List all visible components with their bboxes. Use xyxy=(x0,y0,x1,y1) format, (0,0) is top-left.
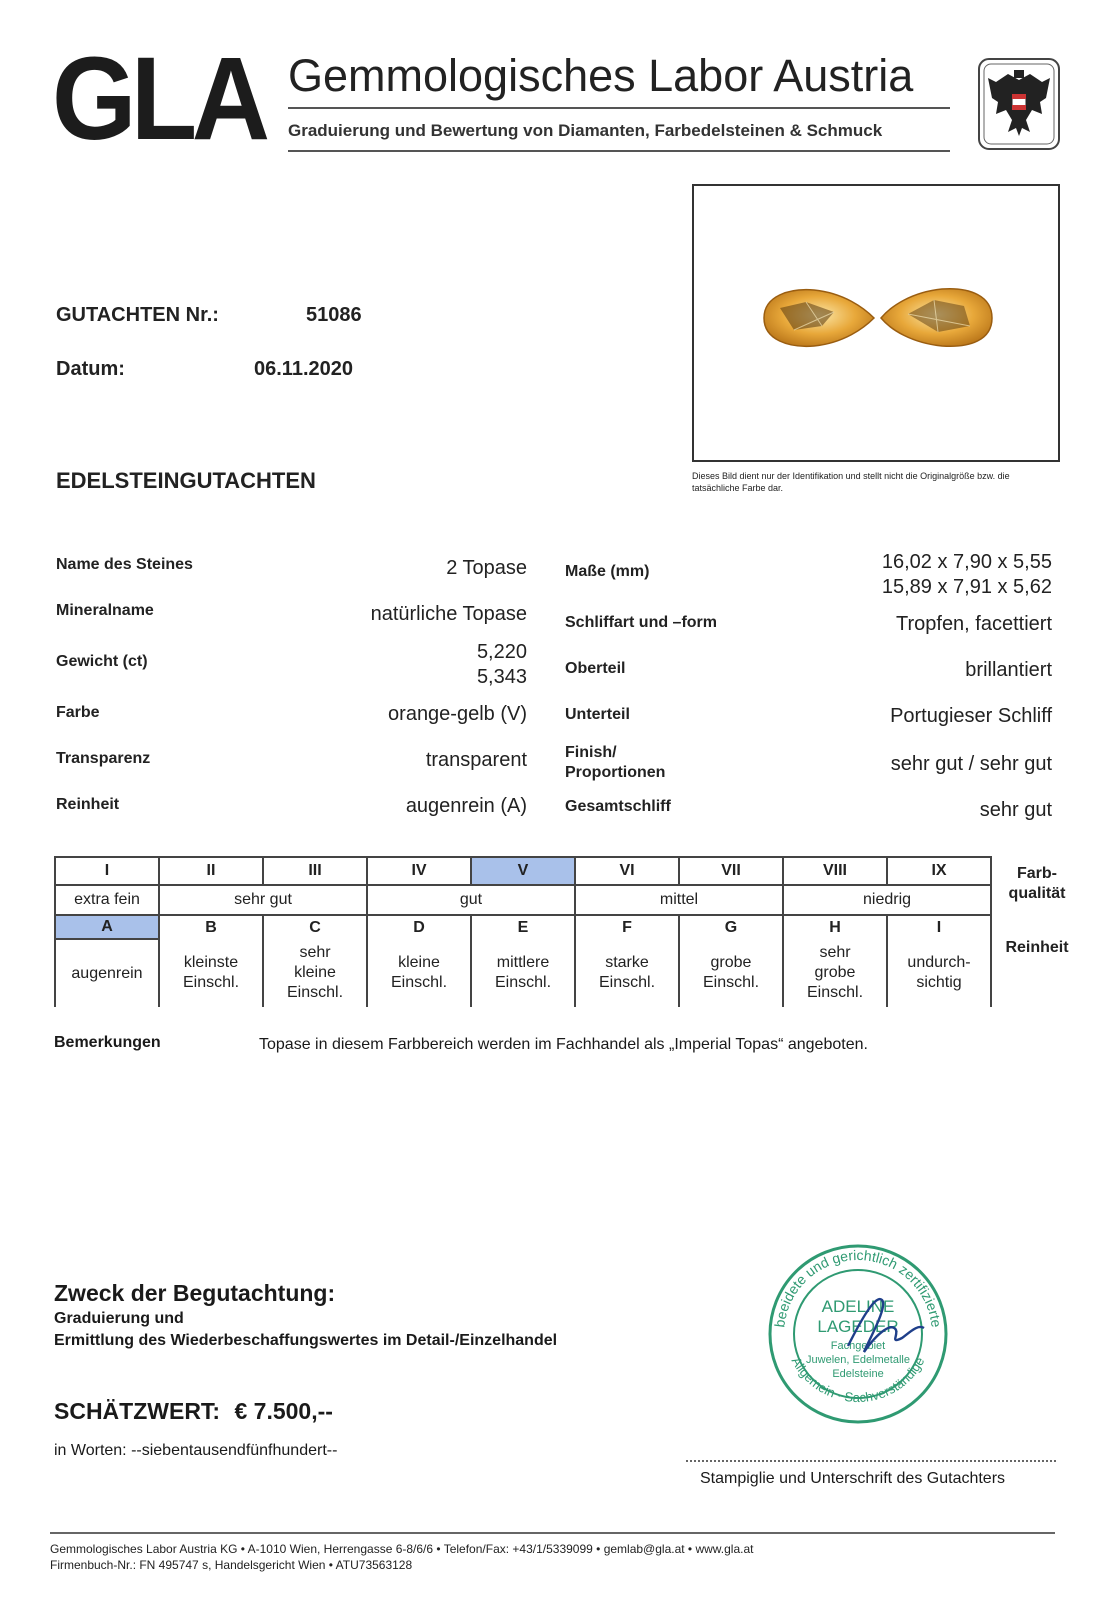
valuation-amount: € 7.500,-- xyxy=(234,1398,333,1424)
date-label: Datum: xyxy=(56,358,125,380)
clarity-label: Reinheit xyxy=(1005,939,1069,956)
purpose-line: Ermittlung des Wiederbeschaffungswertes im Detail-/Einzelhandel xyxy=(54,1332,558,1349)
property-label: Name des Steines xyxy=(56,556,193,573)
property-label: Mineralname xyxy=(56,602,154,619)
property-label: Schliffart und –form xyxy=(565,614,718,631)
clarity-grade-cell-selected: A xyxy=(55,915,159,939)
stamp-name-line1: ADELINE xyxy=(821,1297,895,1316)
clarity-grade-cell: H xyxy=(783,915,887,939)
property-value: Portugieser Schliff xyxy=(890,705,1052,727)
property-value: transparent xyxy=(425,749,527,771)
certificate-date: 06.11.2020 xyxy=(254,358,353,380)
color-group-row xyxy=(55,885,991,915)
property-label: Oberteil xyxy=(565,660,626,677)
property-value: orange-gelb (V) xyxy=(388,703,527,725)
color-grade-cell: IV xyxy=(367,857,471,885)
signature-line xyxy=(686,1460,1056,1462)
color-grade-cell: I xyxy=(55,857,159,885)
certificate-number: 51086 xyxy=(306,304,362,326)
property-value: 5,343 xyxy=(476,666,527,688)
color-grade-cell: VIII xyxy=(783,857,887,885)
color-group-cell: sehr gut xyxy=(159,885,367,915)
header-divider xyxy=(288,107,950,109)
property-label: Gesamtschliff xyxy=(565,798,671,815)
clarity-description-cell: kleine Einschl. xyxy=(367,939,471,1007)
austrian-eagle-seal-icon xyxy=(978,58,1060,150)
clarity-description-cell: mittlere Einschl. xyxy=(471,939,575,1007)
color-group-cell: niedrig xyxy=(783,885,991,915)
clarity-description-cell: sehr kleine Einschl. xyxy=(263,939,367,1007)
property-value: Tropfen, facettiert xyxy=(896,613,1052,635)
property-value: 2 Topase xyxy=(446,557,527,579)
certificate-number-label: GUTACHTEN Nr.: xyxy=(56,304,219,326)
footer-registry: Firmenbuch-Nr.: FN 495747 s, Handelsgericht Wien • ATU73563128 xyxy=(50,1558,413,1572)
stamp-line5: Edelsteine xyxy=(832,1368,884,1380)
property-label: Farbe xyxy=(56,704,100,721)
property-value: brillantiert xyxy=(965,659,1052,681)
lab-name: Gemmologisches Labor Austria xyxy=(288,50,914,101)
stamp-line4: Juwelen, Edelmetalle xyxy=(806,1354,910,1366)
property-value: augenrein (A) xyxy=(405,795,527,817)
color-quality-label: Farb- qualität xyxy=(1008,865,1066,902)
property-label: Reinheit xyxy=(56,796,120,813)
grading-scale-table xyxy=(54,856,992,1007)
signature-caption: Stampiglie und Unterschrift des Gutachters xyxy=(700,1470,1006,1487)
clarity-grade-cell: F xyxy=(575,915,679,939)
color-grade-cell: VI xyxy=(575,857,679,885)
property-value: 15,89 x 7,91 x 5,62 xyxy=(881,576,1052,598)
color-grade-cell: II xyxy=(159,857,263,885)
clarity-grade-cell: G xyxy=(679,915,783,939)
clarity-description-row xyxy=(55,939,991,1007)
stamp-name-line2: LAGEDER xyxy=(817,1317,899,1336)
topaz-stone-2 xyxy=(881,289,992,347)
photo-caption: Dieses Bild dient nur der Identifikation und stellt nicht die Originalgröße bzw. die tatsächliche Farbe dar. xyxy=(692,471,1010,493)
document-type: EDELSTEINGUTACHTEN xyxy=(56,468,316,493)
remarks-label: Bemerkungen xyxy=(54,1034,161,1051)
color-grade-cell: IX xyxy=(887,857,991,885)
valuation-in-words: in Worten: --siebentausendfünfhundert-- xyxy=(54,1442,338,1459)
clarity-description-cell: sehr grobe Einschl. xyxy=(783,939,887,1007)
property-label: Gewicht (ct) xyxy=(56,653,148,670)
color-grade-cell-selected: V xyxy=(471,857,575,885)
clarity-grade-cell: I xyxy=(887,915,991,939)
clarity-description-cell: augenrein xyxy=(55,939,159,1007)
color-group-cell: extra fein xyxy=(55,885,159,915)
property-label: Finish/ Proportionen xyxy=(565,744,666,781)
property-label: Transparenz xyxy=(56,750,151,767)
gemstone-photo xyxy=(692,184,1060,462)
color-grade-cell: VII xyxy=(679,857,783,885)
stamp-ring-top: beeidete und gerichtlich zertifizierte xyxy=(771,1246,945,1329)
color-grade-cell: III xyxy=(263,857,367,885)
property-label: Maße (mm) xyxy=(565,563,650,580)
header-divider-bottom xyxy=(288,150,950,152)
property-value: 16,02 x 7,90 x 5,55 xyxy=(881,551,1052,573)
color-group-cell: gut xyxy=(367,885,575,915)
valuation-label: SCHÄTZWERT: xyxy=(54,1398,221,1424)
purpose-line: Graduierung und xyxy=(54,1310,184,1327)
property-value: 5,220 xyxy=(476,641,527,663)
clarity-description-cell: starke Einschl. xyxy=(575,939,679,1007)
clarity-description-cell: kleinste Einschl. xyxy=(159,939,263,1007)
clarity-description-cell: undurch- sichtig xyxy=(887,939,991,1007)
topaz-stone-1 xyxy=(764,290,874,347)
remarks-text: Topase in diesem Farbbereich werden im Fachhandel als „Imperial Topas“ angeboten. xyxy=(259,1036,868,1053)
property-label: Unterteil xyxy=(565,706,630,723)
stamp-ring-bottom: Allgemein · Sachverständige xyxy=(788,1354,928,1406)
lab-tagline: Graduierung und Bewertung von Diamanten, Farbedelsteinen & Schmuck xyxy=(288,121,883,140)
property-value: sehr gut xyxy=(979,799,1052,821)
footer-divider xyxy=(50,1532,1055,1534)
clarity-grade-cell: D xyxy=(367,915,471,939)
stamp-line3: Fachgebiet xyxy=(830,1340,886,1352)
clarity-grade-cell: B xyxy=(159,915,263,939)
clarity-grade-row xyxy=(55,915,991,939)
property-value: sehr gut / sehr gut xyxy=(890,753,1052,775)
appraiser-stamp xyxy=(758,1234,958,1424)
purpose-title: Zweck der Begutachtung: xyxy=(54,1280,336,1306)
footer-address: Gemmologisches Labor Austria KG • A-1010 Wien, Herrengasse 6-8/6/6 • Telefon/Fax: +43/1/5339099 • gemlab@gla.at • www.gla.at xyxy=(50,1542,754,1556)
color-grade-row xyxy=(55,857,991,885)
gla-logo: GLA xyxy=(52,33,265,165)
clarity-grade-cell: E xyxy=(471,915,575,939)
clarity-description-cell: grobe Einschl. xyxy=(679,939,783,1007)
clarity-grade-cell: C xyxy=(263,915,367,939)
property-value: natürliche Topase xyxy=(370,603,527,625)
color-group-cell: mittel xyxy=(575,885,783,915)
valuation xyxy=(54,1398,333,1425)
